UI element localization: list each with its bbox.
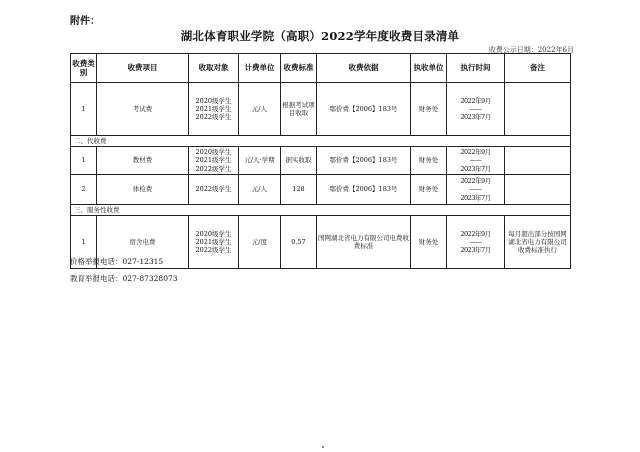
fee-table — [70, 53, 571, 269]
col-header-item: 收费项目 — [97, 54, 189, 83]
row-time — [447, 83, 505, 136]
row-unit: 元/人 — [239, 83, 281, 136]
table-row — [71, 147, 571, 175]
row-item: 宿舍电费 — [97, 216, 189, 269]
time-start: 2022年9月 — [460, 177, 491, 186]
row-dept: 财务处 — [411, 175, 447, 205]
edu-hotline: 教育举报电话：027-87328073 — [70, 274, 178, 283]
notice-date: 收费公示日期：2022年6月 — [488, 46, 574, 54]
time-end: 2023年7月 — [460, 246, 491, 255]
table-row — [71, 175, 571, 205]
row-item: 体检费 — [97, 175, 189, 205]
row-dept: 财务处 — [411, 216, 447, 269]
row-remark — [505, 175, 571, 205]
time-sep: —— — [469, 104, 482, 113]
row-dept: 财务处 — [411, 83, 447, 136]
row-remark: 每月超出部分按国网湖北省电力有限公司收费标准执行 — [505, 216, 571, 269]
time-sep: —— — [469, 237, 482, 246]
row-no: 2 — [71, 175, 97, 205]
time-start: 2022年9月 — [460, 229, 491, 238]
col-header-remark: 备注 — [505, 54, 571, 83]
time-start: 2022年9月 — [460, 148, 491, 157]
col-header-target: 收取对象 — [189, 54, 239, 83]
time-sep: —— — [469, 185, 482, 194]
row-item: 教材费 — [97, 147, 189, 175]
row-remark — [505, 83, 571, 136]
table-row — [71, 83, 571, 136]
row-basis: 鄂价费【2006】183号 — [317, 147, 411, 175]
col-header-basis: 收费依据 — [317, 54, 411, 83]
row-no: 1 — [71, 216, 97, 269]
row-basis: 鄂价费【2006】183号 — [317, 83, 411, 136]
row-remark — [505, 147, 571, 175]
time-end: 2023年7月 — [460, 113, 491, 122]
time-start: 2022年9月 — [460, 96, 491, 105]
row-time — [447, 175, 505, 205]
row-unit: 元/人·学期 — [239, 147, 281, 175]
col-header-standard: 收费标准 — [281, 54, 317, 83]
col-header-unit: 计费单位 — [239, 54, 281, 83]
row-item: 考试费 — [97, 83, 189, 136]
col-header-dept: 执收单位 — [411, 54, 447, 83]
row-time — [447, 216, 505, 269]
row-dept: 财务处 — [411, 147, 447, 175]
row-target: 2020级学生 2021级学生 2022级学生 — [189, 147, 239, 175]
row-standard: 0.57 — [281, 216, 317, 269]
table-header-row — [71, 54, 571, 83]
time-end: 2023年7月 — [460, 193, 491, 202]
row-standard: 根据考试项目收取 — [281, 83, 317, 136]
row-target: 2020级学生 2021级学生 2022级学生 — [189, 216, 239, 269]
row-target: 2022级学生 — [189, 175, 239, 205]
row-basis: 鄂价费【2006】183号 — [317, 175, 411, 205]
price-hotline: 价格举报电话：027-12315 — [70, 257, 164, 266]
section-row — [71, 205, 571, 216]
row-unit: 元/度 — [239, 216, 281, 269]
row-no: 1 — [71, 147, 97, 175]
section-row — [71, 136, 571, 147]
time-sep: —— — [469, 156, 482, 165]
page-title: 湖北体育职业学院（高职）2022学年度收费目录清单 — [180, 29, 460, 43]
col-header-time: 执行时间 — [447, 54, 505, 83]
section-title-collection: 二、代收费 — [71, 136, 571, 147]
col-header-category: 收费类别 — [71, 54, 97, 83]
time-end: 2023年7月 — [460, 164, 491, 173]
page-mark — [322, 446, 324, 448]
row-standard: 128 — [281, 175, 317, 205]
section-title-service: 三、服务性收费 — [71, 205, 571, 216]
row-target: 2020级学生 2021级学生 2022级学生 — [189, 83, 239, 136]
attachment-label: 附件： — [70, 16, 100, 27]
row-time — [447, 147, 505, 175]
row-basis: 国网湖北省电力有限公司电费收费标准 — [317, 216, 411, 269]
row-standard: 据实收取 — [281, 147, 317, 175]
row-no: 1 — [71, 83, 97, 136]
row-unit: 元/人 — [239, 175, 281, 205]
